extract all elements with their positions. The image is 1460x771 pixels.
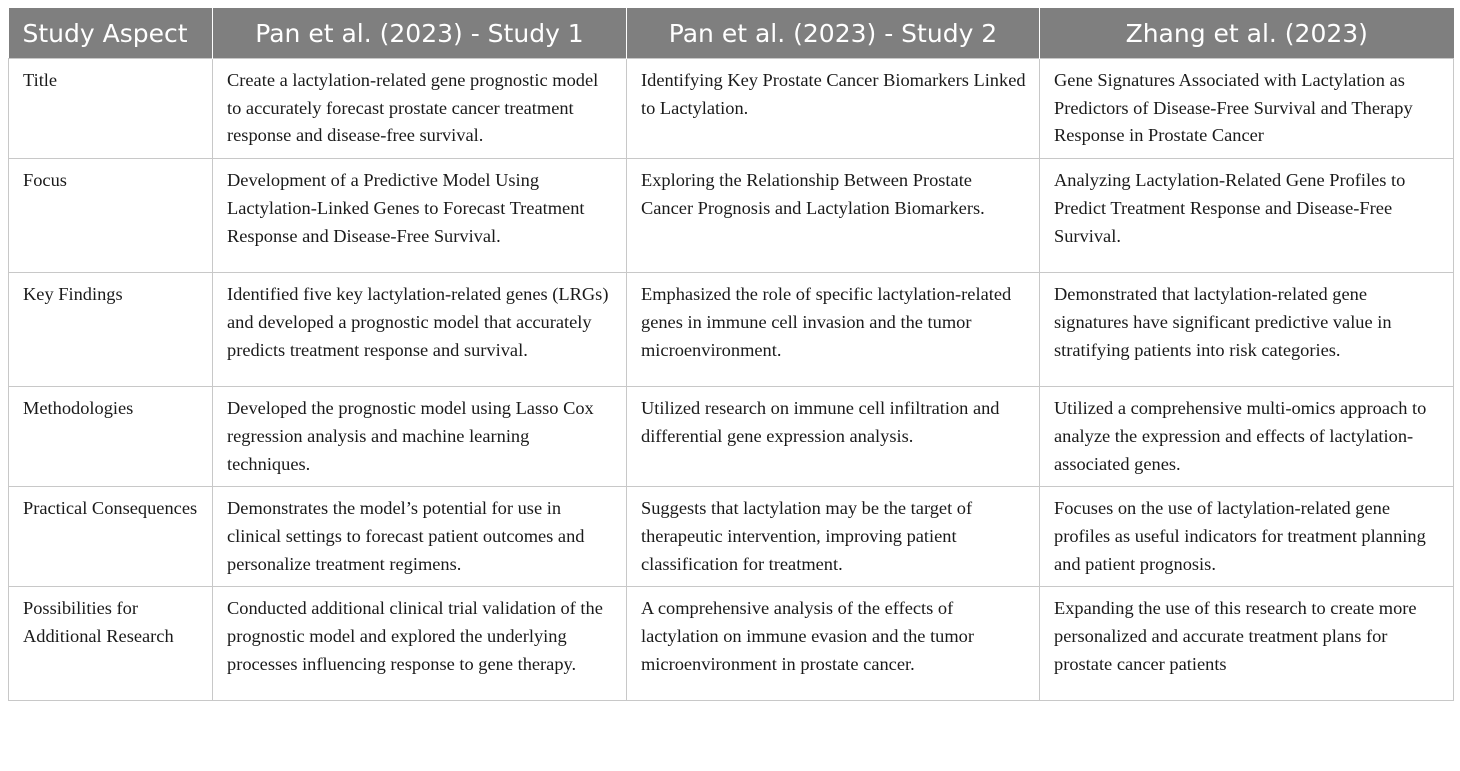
table-row <box>9 59 1454 159</box>
study1-cell: Development of a Predictive Model Using Lactylation-Linked Genes to Forecast Treatment Response and Disease-Free Survival. <box>213 159 627 273</box>
study2-cell: Exploring the Relationship Between Prostate Cancer Prognosis and Lactylation Biomarkers. <box>627 159 1040 273</box>
study3-cell: Focuses on the use of lactylation-related gene profiles as useful indicators for treatment planning and patient prognosis. <box>1040 487 1454 587</box>
study-comparison-table <box>8 8 1454 701</box>
row-aspect-cell: Title <box>9 59 213 159</box>
study1-cell: Identified five key lactylation-related genes (LRGs) and developed a prognostic model that accurately predicts treatment response and survival. <box>213 273 627 387</box>
table-row <box>9 273 1454 387</box>
study3-cell: Gene Signatures Associated with Lactylation as Predictors of Disease-Free Survival and Therapy Response in Prostate Cancer <box>1040 59 1454 159</box>
table-header <box>9 8 1454 59</box>
study3-cell: Expanding the use of this research to create more personalized and accurate treatment plans for prostate cancer patients <box>1040 587 1454 701</box>
header-study-aspect: Study Aspect <box>9 8 213 59</box>
table-row <box>9 587 1454 701</box>
study2-cell: A comprehensive analysis of the effects of lactylation on immune evasion and the tumor microenvironment in prostate cancer. <box>627 587 1040 701</box>
study1-cell: Create a lactylation-related gene prognostic model to accurately forecast prostate cancer treatment response and disease-free survival. <box>213 59 627 159</box>
row-aspect-cell: Key Findings <box>9 273 213 387</box>
table-row <box>9 487 1454 587</box>
header-pan-study-1: Pan et al. (2023) - Study 1 <box>213 8 627 59</box>
study3-cell: Demonstrated that lactylation-related gene signatures have significant predictive value in stratifying patients into risk categories. <box>1040 273 1454 387</box>
table-row <box>9 159 1454 273</box>
header-pan-study-2: Pan et al. (2023) - Study 2 <box>627 8 1040 59</box>
study1-cell: Conducted additional clinical trial validation of the prognostic model and explored the underlying processes influencing response to gene therapy. <box>213 587 627 701</box>
study1-cell: Developed the prognostic model using Lasso Cox regression analysis and machine learning techniques. <box>213 387 627 487</box>
header-row <box>9 8 1454 59</box>
study1-cell: Demonstrates the model’s potential for use in clinical settings to forecast patient outcomes and personalize treatment regimens. <box>213 487 627 587</box>
table-row <box>9 387 1454 487</box>
table-body <box>9 59 1454 701</box>
row-aspect-cell: Focus <box>9 159 213 273</box>
study3-cell: Utilized a comprehensive multi-omics approach to analyze the expression and effects of lactylation-associated genes. <box>1040 387 1454 487</box>
study2-cell: Emphasized the role of specific lactylation-related genes in immune cell invasion and the tumor microenvironment. <box>627 273 1040 387</box>
study2-cell: Suggests that lactylation may be the target of therapeutic intervention, improving patient classification for treatment. <box>627 487 1040 587</box>
study2-cell: Identifying Key Prostate Cancer Biomarkers Linked to Lactylation. <box>627 59 1040 159</box>
study3-cell: Analyzing Lactylation-Related Gene Profiles to Predict Treatment Response and Disease-Free Survival. <box>1040 159 1454 273</box>
row-aspect-cell: Methodologies <box>9 387 213 487</box>
header-zhang-study: Zhang et al. (2023) <box>1040 8 1454 59</box>
row-aspect-cell: Possibilities for Additional Research <box>9 587 213 701</box>
row-aspect-cell: Practical Consequences <box>9 487 213 587</box>
study2-cell: Utilized research on immune cell infiltration and differential gene expression analysis. <box>627 387 1040 487</box>
